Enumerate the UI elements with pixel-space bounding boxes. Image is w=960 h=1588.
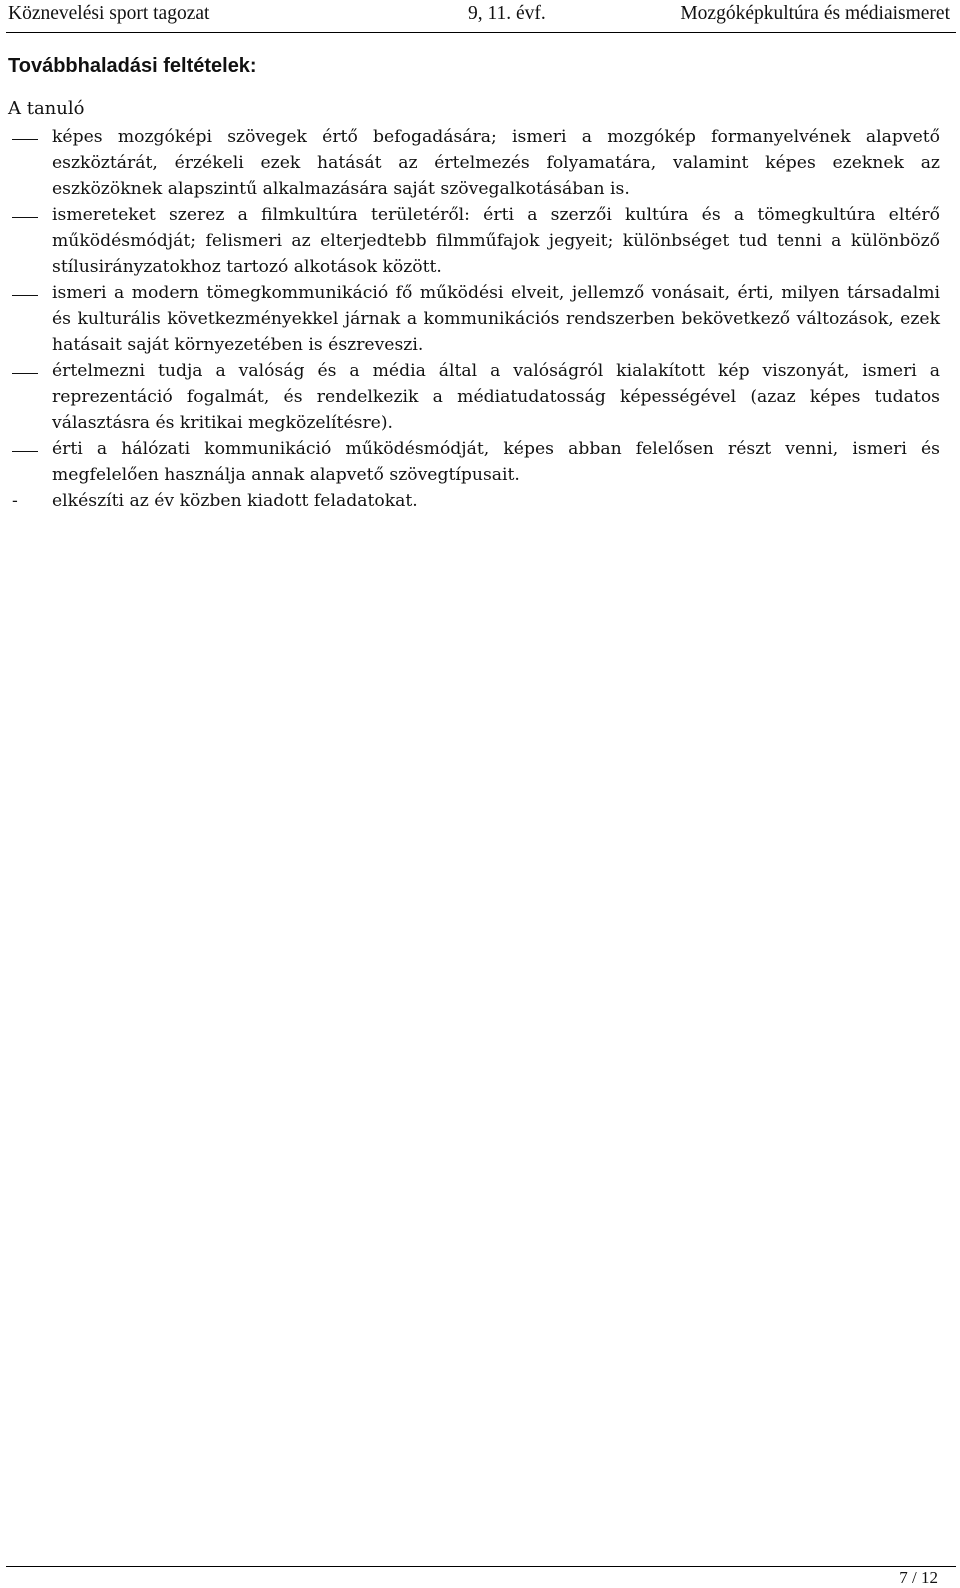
- list-item: [0, 358, 940, 436]
- list-item-text: képes mozgóképi szövegek értő befogadására; ismeri a mozgókép formanyelvének alapvető eszköztárát, érzékeli ezek hatását az értelmezés folyamatára, valamint képes ezeknek az eszközöknek alapszintű alkalmazására saját szövegalkotásában is.: [52, 127, 940, 199]
- list-item-text: ismeri a modern tömegkommunikáció fő működési elveit, jellemző vonásait, érti, milyen társadalmi és kulturális következményekkel járnak a kommunikációs rendszerben bekövetkező változások, ezek hatásait saját környezetében is észreveszi.: [52, 283, 940, 355]
- list-item: [0, 488, 940, 514]
- page-header: [6, 0, 956, 33]
- footer-divider: [6, 1566, 956, 1567]
- page-number: 7 / 12: [899, 1568, 938, 1587]
- header-right-text: Mozgóképkultúra és médiaismeret: [680, 3, 950, 24]
- list-item-text: ismereteket szerez a filmkultúra területéről: érti a szerzői kultúra és a tömegkultúra eltérő működésmódját; felismeri az elterjedtebb filmműfajok jegyeit; különbséget tud tenni a különböző stílusirányzatokhoz tartozó alkotások között.: [52, 205, 940, 277]
- section-title: Továbbhaladási feltételek:: [8, 55, 257, 77]
- requirements-list: [0, 124, 940, 514]
- list-item-text: értelmezni tudja a valóság és a média által a valóságról kialakított kép viszonyát, ismeri a reprezentáció fogalmát, és rendelkezik a médiatudatosság képességével (azaz képes tudatos választásra és kritikai megközelítésre).: [52, 361, 940, 433]
- intro-text: A tanuló: [8, 98, 85, 119]
- list-item: [0, 202, 940, 280]
- header-middle-text: 9, 11. évf.: [468, 3, 546, 24]
- list-item-text: elkészíti az év közben kiadott feladatokat.: [52, 491, 418, 511]
- list-item-text: érti a hálózati kommunikáció működésmódját, képes abban felelősen részt venni, ismeri és megfelelően használja annak alapvető szövegtípusait.: [52, 439, 940, 485]
- list-item: [0, 124, 940, 202]
- list-item: [0, 436, 940, 488]
- header-left-text: Köznevelési sport tagozat: [8, 3, 210, 24]
- hyphen-bullet: -: [12, 491, 18, 511]
- list-item: [0, 280, 940, 358]
